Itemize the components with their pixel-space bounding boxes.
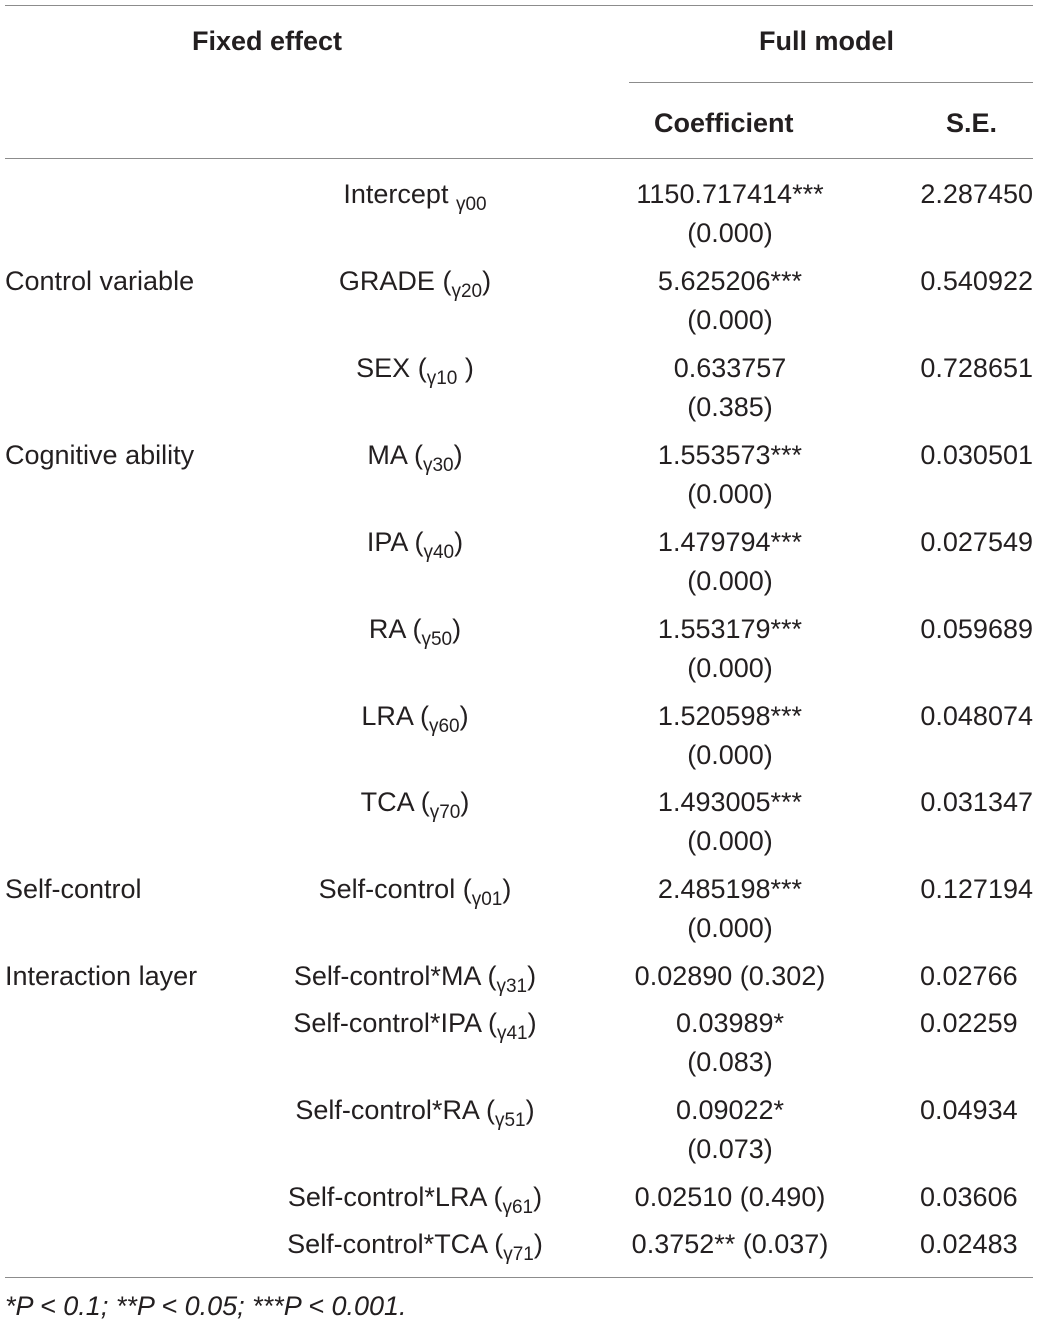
- row-variable: [215, 1224, 615, 1268]
- row-coefficient: 0.09022*: [675, 1095, 785, 1125]
- row-group-label: Control variable: [5, 266, 195, 296]
- paren-open: (: [414, 527, 424, 557]
- gamma-subscript: γ61: [502, 1197, 534, 1218]
- row-coefficient: 1.553573***: [657, 440, 803, 470]
- row-group-label: Self-control: [5, 874, 142, 904]
- row-se: 0.027549: [920, 527, 1033, 557]
- header-coefficient: Coefficient: [654, 108, 794, 138]
- row-coefficient: 1.553179***: [657, 614, 803, 644]
- paren-close: ): [527, 961, 537, 991]
- row-variable: [215, 261, 615, 305]
- gamma-subscript: γ10: [426, 368, 458, 389]
- paren-close: ): [459, 701, 469, 731]
- row-se: 0.059689: [920, 614, 1033, 644]
- gamma-subscript: γ00: [455, 194, 487, 215]
- row-variable: [215, 348, 615, 392]
- row-se: 2.287450: [920, 179, 1033, 209]
- row-se: 0.540922: [920, 266, 1033, 296]
- row-p-value: (0.000): [687, 826, 773, 856]
- row-se: 0.02483: [920, 1229, 1018, 1259]
- group-rule: [629, 82, 1033, 83]
- variable-name: RA: [368, 614, 405, 644]
- row-p-value: (0.385): [687, 392, 773, 422]
- header-fixed-effect: Fixed effect: [192, 26, 343, 56]
- paren-open: (: [442, 266, 452, 296]
- row-coefficient: 1.479794***: [657, 527, 803, 557]
- gamma-subscript: γ31: [496, 976, 528, 997]
- paren-close: ): [460, 787, 470, 817]
- gamma-subscript: γ01: [471, 889, 503, 910]
- variable-name: LRA: [361, 701, 413, 731]
- row-group-label: Cognitive ability: [5, 440, 195, 470]
- gamma-subscript: γ50: [421, 629, 453, 650]
- paren-close: ): [453, 440, 463, 470]
- row-p-value: (0.083): [687, 1047, 773, 1077]
- row-p-value: (0.000): [687, 566, 773, 596]
- gamma-subscript: γ40: [423, 542, 455, 563]
- gamma-subscript: γ41: [496, 1023, 528, 1044]
- row-variable: [215, 1090, 615, 1134]
- footnote: *P < 0.1; **P < 0.05; ***P < 0.001.: [5, 1291, 407, 1321]
- gamma-subscript: γ20: [451, 281, 483, 302]
- paren-close: ): [482, 266, 492, 296]
- variable-name: SEX: [356, 353, 411, 383]
- paren-open: (: [412, 614, 422, 644]
- paren-close: ): [527, 1008, 537, 1038]
- row-se: 0.127194: [920, 874, 1033, 904]
- row-p-value: (0.000): [687, 653, 773, 683]
- gamma-subscript: γ71: [503, 1244, 534, 1265]
- paren-open: (: [419, 701, 429, 731]
- row-variable: [215, 782, 615, 826]
- header-full-model: Full model: [759, 26, 894, 56]
- paren-open: (: [493, 1182, 503, 1212]
- row-p-value: (0.000): [687, 218, 773, 248]
- paren-open: (: [417, 353, 427, 383]
- variable-name: Intercept: [343, 179, 449, 209]
- gamma-subscript: γ70: [429, 802, 461, 823]
- row-variable: [215, 522, 615, 566]
- variable-name: Self-control*LRA: [287, 1182, 486, 1212]
- row-coefficient: 1.520598***: [657, 701, 803, 731]
- row-coefficient: 1.493005***: [657, 787, 803, 817]
- variable-name: GRADE: [338, 266, 435, 296]
- variable-name: Self-control*IPA: [293, 1008, 481, 1038]
- header-se: S.E.: [946, 108, 998, 138]
- row-coefficient: 2.485198***: [657, 874, 803, 904]
- row-variable: [215, 869, 615, 913]
- row-se: 0.048074: [920, 701, 1033, 731]
- row-group-label: Interaction layer: [5, 961, 198, 991]
- row-p-value: (0.000): [687, 305, 773, 335]
- paren-close: ): [533, 1229, 543, 1259]
- row-se: 0.030501: [920, 440, 1033, 470]
- variable-name: IPA: [366, 527, 407, 557]
- row-variable: [215, 1177, 615, 1221]
- row-se: 0.04934: [920, 1095, 1018, 1125]
- gamma-subscript: γ51: [494, 1110, 526, 1131]
- paren-open: (: [420, 787, 430, 817]
- variable-name: Self-control*RA: [295, 1095, 479, 1125]
- row-coefficient: 1150.717414***: [636, 179, 824, 209]
- row-coefficient: 0.633757: [673, 353, 787, 383]
- row-se: 0.728651: [920, 353, 1033, 383]
- variable-name: Self-control*MA: [293, 961, 480, 991]
- paren-close: ): [452, 614, 462, 644]
- row-p-value: (0.000): [687, 740, 773, 770]
- header-rule: [5, 158, 1033, 159]
- variable-name: Self-control*TCA: [287, 1229, 487, 1259]
- paren-open: (: [485, 1095, 495, 1125]
- row-variable: [215, 609, 615, 653]
- paren-close: ): [502, 874, 512, 904]
- row-variable: [215, 1003, 615, 1047]
- paren-open: (: [462, 874, 472, 904]
- row-p-value: (0.000): [687, 479, 773, 509]
- paren-close: ): [454, 527, 464, 557]
- row-se: 0.03606: [920, 1182, 1018, 1212]
- paren-open: (: [487, 961, 497, 991]
- row-p-value: (0.073): [687, 1134, 773, 1164]
- row-coefficient: 0.02890 (0.302): [634, 961, 826, 991]
- paren-close: ): [457, 353, 474, 383]
- paren-open: (: [494, 1229, 504, 1259]
- gamma-subscript: γ30: [422, 455, 454, 476]
- row-coefficient: 5.625206***: [657, 266, 803, 296]
- row-coefficient: 0.03989*: [675, 1008, 785, 1038]
- row-se: 0.031347: [920, 787, 1033, 817]
- paren-open: (: [413, 440, 423, 470]
- variable-name: Self-control: [318, 874, 456, 904]
- row-coefficient: 0.3752** (0.037): [631, 1229, 829, 1259]
- row-variable: [215, 174, 615, 218]
- row-p-value: (0.000): [687, 913, 773, 943]
- row-coefficient: 0.02510 (0.490): [634, 1182, 826, 1212]
- variable-name: TCA: [360, 787, 414, 817]
- row-variable: [215, 956, 615, 1000]
- variable-name: MA: [367, 440, 407, 470]
- bottom-rule: [5, 1277, 1033, 1278]
- gamma-subscript: γ60: [428, 716, 460, 737]
- top-rule: [5, 5, 1033, 6]
- paren-close: ): [525, 1095, 535, 1125]
- paren-open: (: [487, 1008, 497, 1038]
- row-se: 0.02259: [920, 1008, 1018, 1038]
- paren-close: ): [533, 1182, 543, 1212]
- row-variable: [215, 696, 615, 740]
- row-variable: [215, 435, 615, 479]
- row-se: 0.02766: [920, 961, 1018, 991]
